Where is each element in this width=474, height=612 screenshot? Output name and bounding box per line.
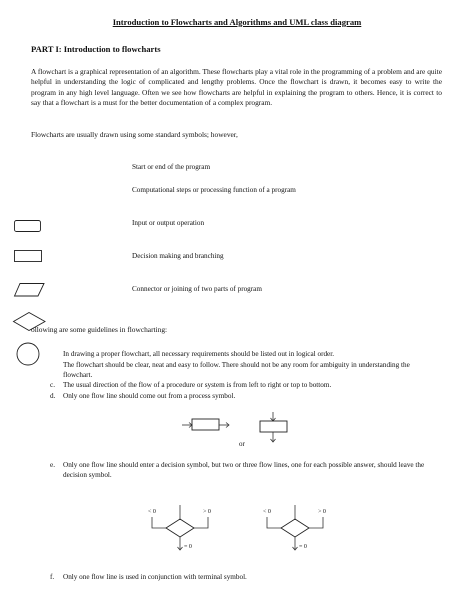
decision-label-equal: = 0 — [299, 544, 307, 550]
guideline-item: d. Only one flow line should come out from a process symbol. — [50, 392, 236, 400]
guideline-item: e. Only one flow line should enter a decision symbol, but two or three flow lines, one for each possible answer, should leave the decision symbol. — [50, 461, 425, 479]
decision-label-less: < 0 — [148, 509, 156, 515]
part-heading: PART I: Introduction to flowcharts — [31, 44, 161, 54]
decision-label-greater: > 0 — [318, 509, 326, 515]
symbols-intro: Flowcharts are usually drawn using some standard symbols; however, — [31, 130, 238, 139]
decision-label-equal: = 0 — [184, 544, 192, 550]
symbol-label-io: Input or output operation — [132, 219, 205, 227]
document-title: Introduction to Flowcharts and Algorithms and UML class diagram — [112, 17, 362, 27]
guideline-item: The flowchart should be clear, neat and easy to follow. There should not be any room for ambiguity in understanding the flowchart. — [63, 361, 410, 379]
symbol-label-connector: Connector or joining of two parts of program — [132, 285, 262, 293]
symbol-label-terminal: Start or end of the program — [132, 163, 211, 171]
guideline-item: f. Only one flow line is used in conjunction with terminal symbol. — [50, 573, 247, 581]
intro-paragraph: A flowchart is a graphical representation of an algorithm. These flowcharts play a vital role in the programming of a problem and are quite helpful in understanding the logic of complicated and lengthy problems. Once the flowchart is drawn, it becomes easy to write the program in any high level language. Often we see how flowcharts are helpful in explaining the program to others. Hence, it is correct to say that a flowchart is a must for the better documentation of a complex program. — [31, 67, 442, 108]
circle-icon — [16, 342, 42, 368]
guidelines-intro: ollowing are some guidelines in flowcharting: — [31, 325, 168, 334]
guideline-item: In drawing a proper flowchart, all necessary requirements should be listed out in logical order. — [63, 350, 335, 358]
rounded-rectangle-icon — [14, 220, 44, 234]
guideline-item: c. The usual direction of the flow of a procedure or system is from left to right or top to bottom. — [50, 381, 332, 389]
symbol-label-decision: Decision making and branching — [132, 252, 224, 260]
symbol-label-process: Computational steps or processing function of a program — [132, 186, 296, 194]
rectangle-icon — [14, 250, 44, 264]
decision-label-greater: > 0 — [203, 509, 211, 515]
or-label: or — [239, 440, 245, 448]
decision-label-less: < 0 — [263, 509, 271, 515]
parallelogram-icon — [14, 283, 46, 297]
